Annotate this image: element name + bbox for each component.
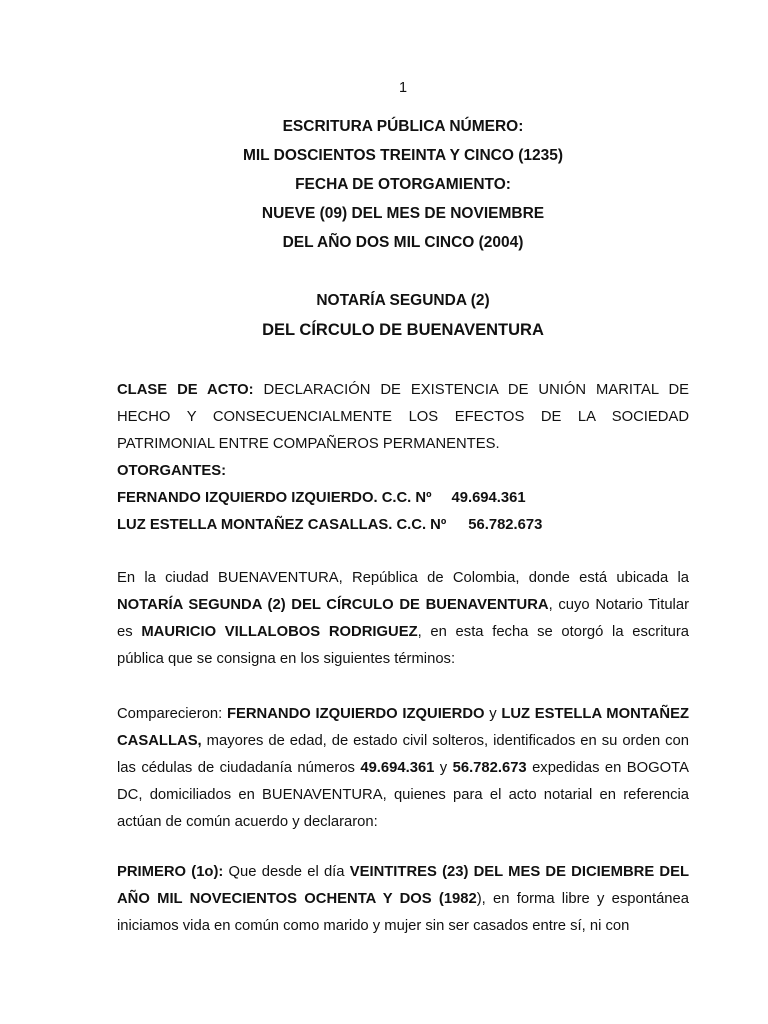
- grantor-name: FERNANDO IZQUIERDO IZQUIERDO. C.C. Nº: [117, 490, 432, 506]
- grantor-row: [117, 485, 689, 512]
- first-clause-label: PRIMERO (1o):: [117, 864, 224, 880]
- first-clause-paragraph: [117, 859, 689, 940]
- appearance-text-1: Comparecieron:: [117, 706, 227, 722]
- appearance-paragraph: [117, 701, 689, 836]
- issue-date-line-2: DEL AÑO DOS MIL CINCO (2004): [282, 234, 524, 251]
- grantors-label: OTORGANTES:: [117, 463, 227, 479]
- appearance-text-4: y: [434, 760, 453, 776]
- grantors-section: [117, 458, 689, 539]
- grantor-row: [117, 512, 689, 539]
- notary-heading: [0, 291, 768, 349]
- appearer-name-2: LUZ ESTELLA MONTAÑEZ CASALLAS,: [117, 706, 690, 749]
- act-class-paragraph: [117, 377, 689, 458]
- grantor-id-number: 56.782.673: [468, 517, 543, 533]
- city-text-2: , cuyo Notario Titular es: [117, 597, 689, 640]
- issue-date-line-1: NUEVE (09) DEL MES DE NOVIEMBRE: [261, 205, 545, 222]
- deed-number-line: MIL DOSCIENTOS TREINTA Y CINCO (1235): [242, 147, 564, 164]
- city-text-3: , en esta fecha se otorgó la escritura pública que se consigna en los siguientes términos:: [117, 624, 689, 667]
- act-class-text: DECLARACIÓN DE EXISTENCIA DE UNIÓN MARITAL DE HECHO Y CONSECUENCIALMENTE LOS EFECTOS DE LA SOCIEDAD PATRIMONIAL ENTRE COMPAÑEROS PERMANENTES.: [117, 382, 689, 452]
- city-paragraph: [117, 565, 689, 673]
- notary-holder-name: MAURICIO VILLALOBOS RODRIGUEZ: [141, 624, 418, 640]
- appearer-name-1: FERNANDO IZQUIERDO IZQUIERDO: [226, 706, 485, 722]
- deed-title-line: ESCRITURA PÚBLICA NÚMERO:: [282, 118, 524, 135]
- notary-circle-line: DEL CÍRCULO DE BUENAVENTURA: [262, 321, 544, 339]
- notary-office-name: NOTARÍA SEGUNDA (2) DEL CÍRCULO DE BUENAVENTURA: [117, 597, 549, 613]
- first-clause-text-1: Que desde el día: [223, 864, 350, 880]
- appearance-text-3: mayores de edad, de estado civil solteros, identificados en su orden con las cédulas de ciudadanía números: [117, 733, 689, 776]
- appearer-id-2: 56.782.673: [452, 760, 527, 776]
- grantor-id-number: 49.694.361: [451, 490, 526, 506]
- deed-title-block: [0, 117, 768, 262]
- grantor-name: LUZ ESTELLA MONTAÑEZ CASALLAS. C.C. Nº: [117, 517, 447, 533]
- union-start-date: VEINTITRES (23) DEL MES DE DICIEMBRE DEL AÑO MIL NOVECIENTOS OCHENTA Y DOS (1982: [117, 864, 690, 907]
- act-class-label: CLASE DE ACTO:: [117, 382, 254, 398]
- appearer-id-1: 49.694.361: [360, 760, 435, 776]
- page-number: 1: [398, 80, 408, 96]
- appearance-text-5: expedidas en BOGOTA DC, domiciliados en BUENAVENTURA, quienes para el acto notarial en referencia actúan de común acuerdo y declararon:: [117, 760, 689, 830]
- first-clause-text-2: ), en forma libre y espontánea iniciamos vida en común como marido y mujer sin ser casados entre sí, ni con: [117, 891, 689, 934]
- notary-name-line: NOTARÍA SEGUNDA (2): [316, 292, 490, 309]
- appearance-text-2: y: [484, 706, 502, 722]
- issue-date-label: FECHA DE OTORGAMIENTO:: [295, 176, 511, 193]
- city-text-1: En la ciudad BUENAVENTURA, República de Colombia, donde está ubicada la: [117, 570, 689, 586]
